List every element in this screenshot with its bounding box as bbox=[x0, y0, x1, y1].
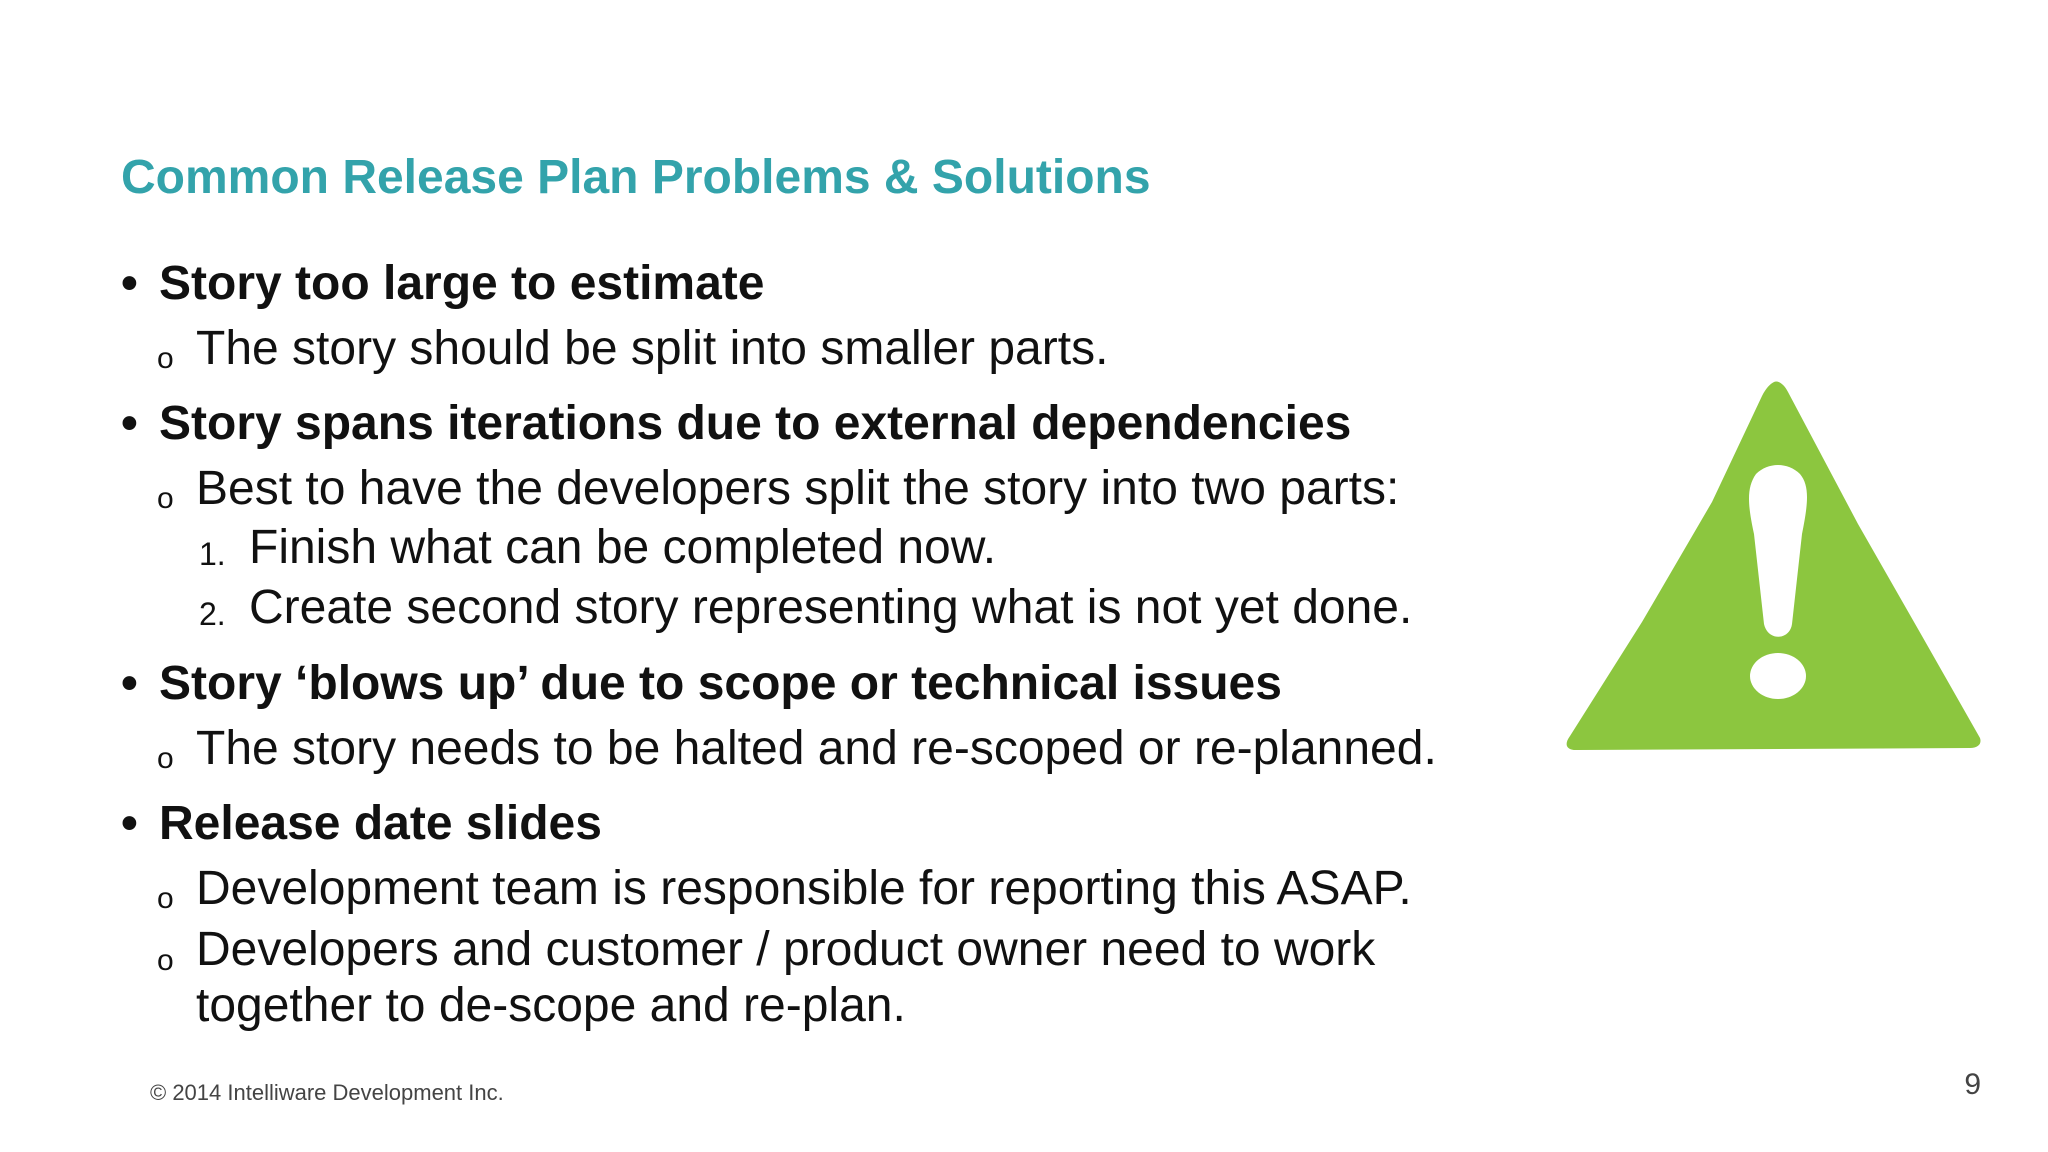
sub-bullet bbox=[121, 860, 1581, 918]
bullet-heading bbox=[121, 392, 1581, 456]
numbered-label: 1. bbox=[199, 536, 226, 572]
bullet-heading-text: Story too large to estimate bbox=[159, 257, 765, 310]
warning-exclamation-icon bbox=[1562, 374, 1986, 754]
bullet-item bbox=[121, 652, 1581, 778]
bullet-heading bbox=[121, 792, 1581, 856]
slide-title: Common Release Plan Problems & Solutions bbox=[121, 151, 1151, 204]
bullet-symbol: • bbox=[121, 257, 138, 310]
page-number: 9 bbox=[1964, 1068, 1981, 1101]
bullet-heading-text: Story spans iterations due to external dependencies bbox=[159, 397, 1352, 450]
bullet-list bbox=[121, 252, 1581, 1048]
sub-bullet bbox=[121, 460, 1581, 518]
bullet-heading bbox=[121, 252, 1581, 316]
bullet-item bbox=[121, 792, 1581, 1034]
numbered-item bbox=[121, 578, 1581, 638]
numbered-item bbox=[121, 518, 1581, 578]
bullet-symbol: • bbox=[121, 397, 138, 450]
sub-bullet-text: Development team is responsible for reporting this ASAP. bbox=[196, 862, 1412, 915]
numbered-text: Create second story representing what is not yet done. bbox=[249, 581, 1413, 634]
sub-bullet-symbol: o bbox=[157, 342, 174, 375]
sub-bullet-text: Developers and customer / product owner need to work together to de-scope and re-plan. bbox=[196, 923, 1376, 1032]
numbered-text: Finish what can be completed now. bbox=[249, 521, 997, 574]
sub-bullet-text: The story needs to be halted and re-scoped or re-planned. bbox=[196, 722, 1437, 775]
sub-bullet bbox=[121, 922, 1581, 1034]
sub-bullet-symbol: o bbox=[157, 944, 174, 977]
sub-bullet-text: The story should be split into smaller parts. bbox=[196, 322, 1109, 375]
bullet-heading-text: Story ‘blows up’ due to scope or technical issues bbox=[159, 657, 1282, 710]
exclamation-dot bbox=[1750, 653, 1806, 699]
sub-bullet bbox=[121, 720, 1581, 778]
sub-bullet-symbol: o bbox=[157, 482, 174, 515]
sub-bullet-text: Best to have the developers split the story into two parts: bbox=[196, 462, 1400, 515]
sub-bullet-symbol: o bbox=[157, 742, 174, 775]
bullet-item bbox=[121, 252, 1581, 378]
copyright-footer: © 2014 Intelliware Development Inc. bbox=[150, 1080, 504, 1105]
bullet-symbol: • bbox=[121, 797, 138, 850]
sub-bullet-symbol: o bbox=[157, 882, 174, 915]
bullet-heading bbox=[121, 652, 1581, 716]
bullet-item bbox=[121, 392, 1581, 638]
sub-bullet bbox=[121, 320, 1581, 378]
bullet-symbol: • bbox=[121, 657, 138, 710]
numbered-label: 2. bbox=[199, 596, 226, 632]
bullet-heading-text: Release date slides bbox=[159, 797, 602, 850]
